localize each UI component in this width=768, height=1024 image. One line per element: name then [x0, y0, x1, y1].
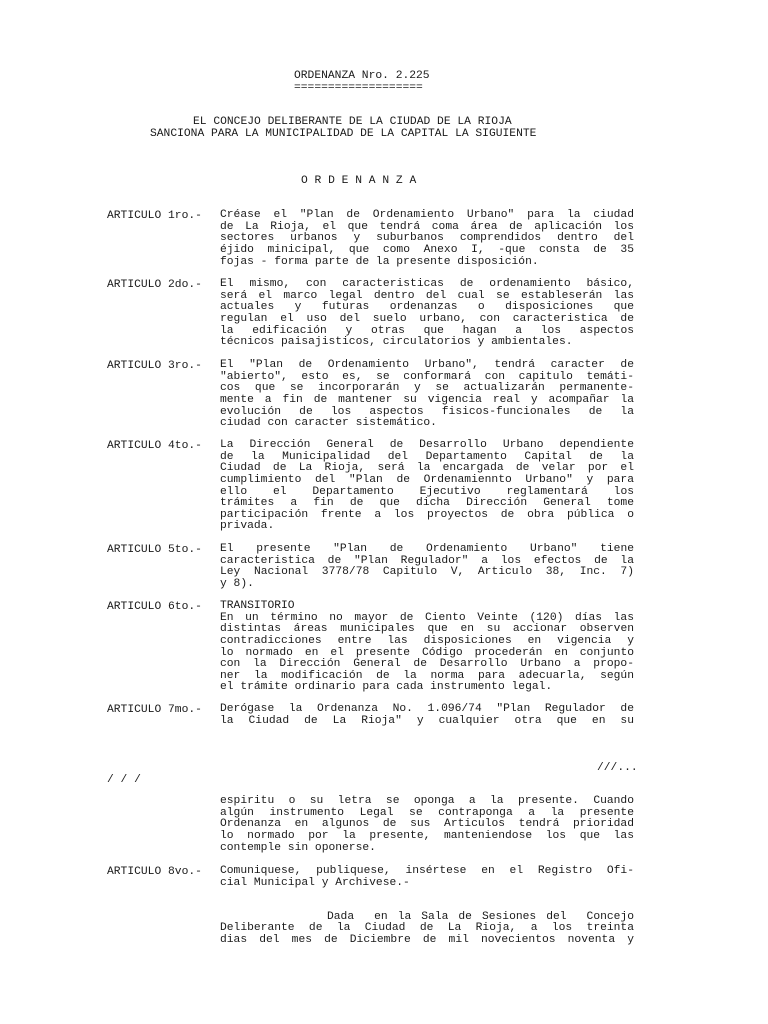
text-line: distintas áreas municipales que en su accionar observen: [220, 623, 634, 636]
text-line: Ordenanza en algunos de sus Articulos tendrá prioridad: [220, 818, 634, 831]
text-line: de La Rioja, el que tendrá coma área de aplicación los: [220, 220, 634, 233]
intro-line-1: EL CONCEJO DELIBERANTE DE LA CIUDAD DE LA RIOJA: [193, 116, 512, 128]
text-line: Deliberante de la Ciudad de La Rioja, a los treinta: [220, 922, 634, 934]
text-line: ello el Departamento Ejecutivo reglamentará los: [220, 485, 634, 498]
text-line: técnicos paisajisticos, circulatorios y ambientales.: [220, 336, 573, 349]
text-line: regulan el uso del suelo urbano, con caracteristica de: [220, 312, 634, 325]
text-line: la edificación y otras que hagan a los aspectos: [220, 324, 634, 337]
ordinance-title: ORDENANZA Nro. 2.225: [294, 70, 430, 82]
text-line: ciudad con caracter sistemático.: [220, 417, 437, 430]
text-line: dias del mes de Diciembre de mil novecientos noventa y: [220, 933, 634, 946]
text-line: Ley Nacional 3778/78 Capitulo V, Articulo 38, Inc. 7): [220, 566, 634, 579]
text-line: participación frente a los proyectos de obra pública o: [220, 508, 634, 521]
text-line: Comuniquese, publiquese, insértese en el Registro Ofi-: [220, 865, 634, 877]
text-line: fojas - forma parte de la presente disposición.: [220, 255, 539, 268]
article-6-label: ARTICULO 6to.-: [107, 601, 202, 613]
text-line: lo normado por la presente, manteniendose los que las: [220, 829, 634, 842]
article-7-label: ARTICULO 7mo.-: [107, 704, 202, 716]
text-line: La Dirección General de Desarrollo Urbano dependiente: [220, 439, 634, 451]
text-line: será el marco legal dentro del cual se estableserán las: [220, 289, 634, 302]
article-4-label: ARTICULO 4to.-: [107, 440, 202, 452]
title-underline: ===================: [294, 82, 423, 94]
text-line: trámites a fin de que dicha Dirección General tome: [220, 497, 634, 510]
article-2-label: ARTICULO 2do.-: [107, 279, 202, 291]
text-line: contemple sin oponerse.: [220, 841, 376, 854]
text-line: caracteristica de "Plan Regulador" a los efectos de la: [220, 554, 634, 567]
text-line: lo normado en el presente Código procederán en conjunto: [220, 646, 634, 659]
text-line: cumplimiento del "Plan de Ordenamiennto Urbano" y para: [220, 473, 634, 486]
article-4-body: [220, 440, 634, 533]
ordenanza-heading: O R D E N A N Z A: [301, 175, 417, 187]
article-7-body: [220, 704, 634, 727]
article-7-continuation: [220, 796, 634, 854]
intro-line-2: SANCIONA PARA LA MUNICIPALIDAD DE LA CAPITAL LA SIGUIENTE: [150, 128, 537, 140]
article-5-label: ARTICULO 5to.-: [107, 544, 202, 556]
article-1-label: ARTICULO 1ro.-: [107, 210, 202, 222]
article-5-body: [220, 544, 634, 591]
text-line: contradicciones entre las disposiciones en vigencia y: [220, 634, 634, 647]
page-resumes-marker: / / /: [107, 774, 141, 786]
article-2-body: [220, 279, 634, 349]
text-line: la Ciudad de La Rioja" y cualquier otra que en su: [220, 714, 634, 727]
text-line: cial Municipal y Archivese.-: [220, 876, 410, 889]
text-line: con la Dirección General de Desarrollo Urbano a propo-: [220, 658, 634, 671]
text-line: de la Municipalidad del Departamento Capital de la: [220, 450, 634, 463]
text-line: Derógase la Ordenanza No. 1.096/74 "Plan Regulador de: [220, 703, 634, 715]
article-3-body: [220, 360, 634, 430]
text-line: algún instrumento Legal se contraponga a la presente: [220, 806, 634, 819]
article-8-body: [220, 866, 634, 889]
article-1-body: [220, 210, 634, 268]
text-line: Ciudad de La Rioja, será la encargada de velar por el: [220, 462, 634, 475]
text-line: y 8).: [220, 577, 254, 590]
page-continues-marker: ///...: [597, 762, 638, 774]
closing-body: [220, 923, 634, 946]
article-3-label: ARTICULO 3ro.-: [107, 360, 202, 372]
article-8-label: ARTICULO 8vo.-: [107, 866, 202, 878]
text-line: El presente "Plan de Ordenamiento Urbano" tiene: [220, 543, 634, 555]
text-line: privada.: [220, 520, 275, 533]
text-line: Créase el "Plan de Ordenamiento Urbano" para la ciudad: [220, 209, 634, 221]
text-line: El "Plan de Ordenamiento Urbano", tendrá caracter de: [220, 359, 634, 371]
text-line: El mismo, con caracteristicas de ordenamiento básico,: [220, 278, 634, 290]
article-6-body: [220, 601, 634, 694]
text-line: ner la modificación de la norma para adecuarla, según: [220, 669, 634, 682]
text-line: éjido minicipal, que como Anexo I, -que consta de 35: [220, 243, 634, 256]
closing-first-line: Dada en la Sala de Sesiones del Concejo: [327, 911, 634, 923]
text-line: mente a fin de mantener su vigencia real y acompañar la: [220, 393, 634, 406]
text-line: espiritu o su letra se oponga a la presente. Cuando: [220, 795, 634, 807]
text-line: evolución de los aspectos fisicos-funcionales de la: [220, 405, 634, 418]
text-line: sectores urbanos y suburbanos comprendidos dentro del: [220, 232, 634, 245]
text-line: "abierto", esto es, se conformará con capitulo temáti-: [220, 370, 634, 383]
text-line: actuales y futuras ordenanzas o disposiciones que: [220, 301, 634, 314]
text-line: En un término no mayor de Ciento Veinte (120) días las: [220, 611, 634, 624]
text-line: TRANSITORIO: [220, 600, 295, 612]
text-line: cos que se incorporarán y se actualizarán permanente-: [220, 382, 634, 395]
text-line: el trámite ordinario para cada instrumento legal.: [220, 681, 553, 694]
